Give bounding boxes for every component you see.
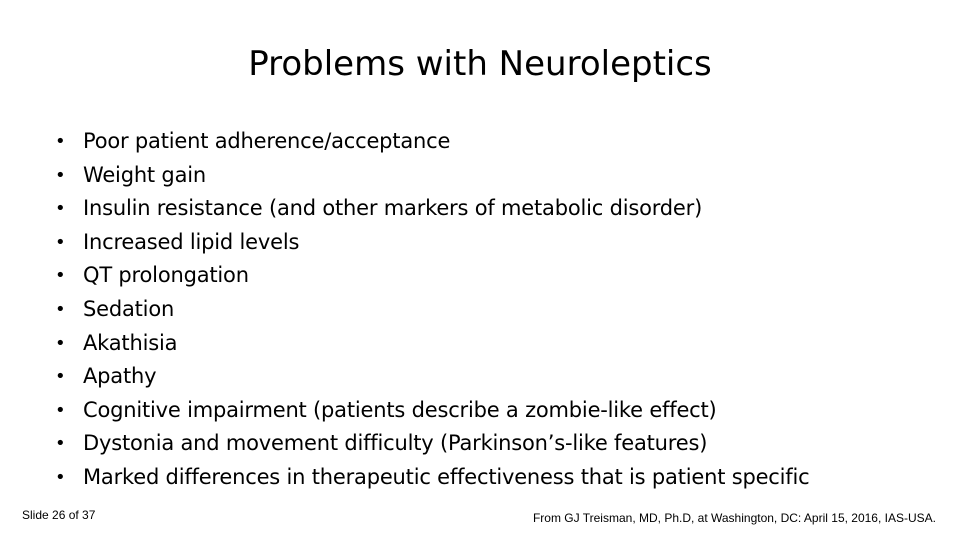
bullet-text: Akathisia bbox=[83, 330, 178, 355]
bullet-item bbox=[55, 293, 935, 327]
bullet-item bbox=[55, 327, 935, 361]
bullet-icon: • bbox=[55, 231, 66, 253]
slide-number: Slide 26 of 37 bbox=[22, 508, 96, 522]
bullet-item bbox=[55, 394, 935, 428]
bullet-text: Sedation bbox=[83, 296, 175, 321]
bullet-icon: • bbox=[55, 298, 66, 320]
bullet-item bbox=[55, 360, 935, 394]
bullet-icon: • bbox=[55, 164, 66, 186]
bullet-item bbox=[55, 461, 935, 495]
bullet-text: Insulin resistance (and other markers of metabolic disorder) bbox=[83, 196, 703, 221]
bullet-icon: • bbox=[55, 466, 66, 488]
bullet-icon: • bbox=[55, 265, 66, 287]
bullet-text: QT prolongation bbox=[83, 263, 249, 288]
bullet-item bbox=[55, 125, 935, 159]
bullet-icon: • bbox=[55, 399, 66, 421]
bullet-item bbox=[55, 259, 935, 293]
bullet-text: Weight gain bbox=[83, 162, 206, 187]
bullet-text: Increased lipid levels bbox=[83, 229, 300, 254]
bullet-item bbox=[55, 192, 935, 226]
bullet-text: Cognitive impairment (patients describe a zombie-like effect) bbox=[83, 397, 717, 422]
bullet-icon: • bbox=[55, 433, 66, 455]
bullet-item bbox=[55, 427, 935, 461]
bullet-text: Dystonia and movement difficulty (Parkinson’s-like features) bbox=[83, 431, 708, 456]
bullet-icon: • bbox=[55, 131, 66, 152]
bullet-item bbox=[55, 159, 935, 193]
bullet-icon: • bbox=[55, 366, 66, 388]
bullet-text: Marked differences in therapeutic effectiveness that is patient specific bbox=[83, 464, 810, 489]
bullet-text: Apathy bbox=[83, 364, 157, 389]
source-citation: From GJ Treisman, MD, Ph.D, at Washington, DC: April 15, 2016, IAS-USA. bbox=[532, 511, 936, 525]
bullet-list bbox=[55, 125, 935, 495]
bullet-icon: • bbox=[55, 198, 66, 220]
bullet-text: Poor patient adherence/acceptance bbox=[83, 129, 451, 153]
slide-title: Problems with Neuroleptics bbox=[248, 44, 712, 84]
bullet-item bbox=[55, 226, 935, 260]
bullet-icon: • bbox=[55, 332, 66, 354]
